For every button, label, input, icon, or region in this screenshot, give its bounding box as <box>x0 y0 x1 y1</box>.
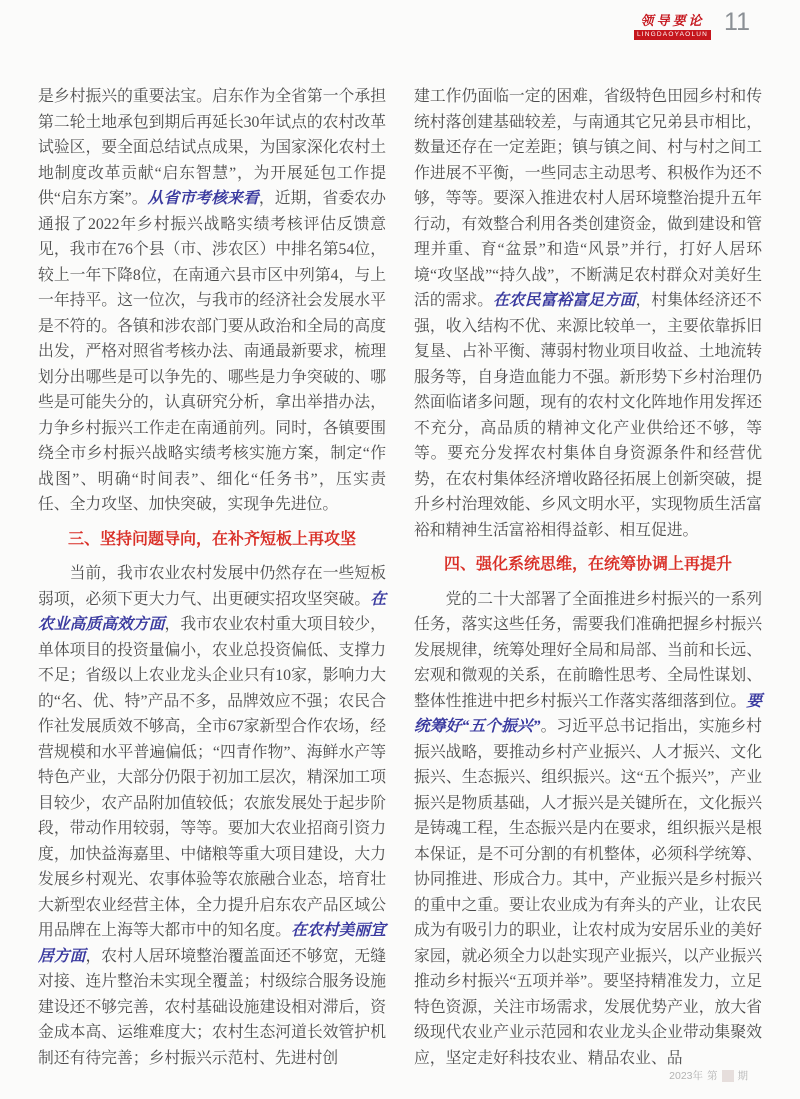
body-text: ，我市农业农村重大项目较少，单体项目的投资量偏小，农业总投资偏低、支撑力不足；省级以上农业龙头企业只有10家，影响力大的“名、优、特”产品不多，品牌效应不强；农民合作社发展质效不够高，全市67家新型合作农场，经营规模和水平普遍偏低；“四青作物”、海鲜水产等特色产业，大部分仍限于初加工层次，精深加工项目较少，农产品附加值较低；农旅发展处于起步阶段，带动作用较弱，等等。要加大农业招商引资力度，加快益海嘉里、中储粮等重大项目建设，大力发展乡村观光、农事体验等农旅融合业态，培育壮大新型农业经营主体，全力提升启东农产品区域公用品牌在上海等大都市中的知名度。 <box>38 616 386 939</box>
emphasis-text: 在农业高质高效方面 <box>38 590 386 633</box>
journal-section-title: 领导要论 <box>640 13 705 28</box>
paragraph <box>414 587 762 1072</box>
body-text: 当前，我市农业农村发展中仍然存在一些短板弱项，必须下更大力气、出更硬实招攻坚突破。 <box>38 565 386 608</box>
body-text: ，村集体经济还不强，收入结构不优、来源比较单一，主要依靠拆旧复垦、占补平衡、薄弱村物业项目收益、土地流转服务等，自身造血能力不强。新形势下乡村治理仍然面临诸多问题，现有的农村文化阵地作用发挥还不充分，高品质的精神文化产业供给还不够，等等。要充分发挥农村集体自身资源条件和经营优势，在农村集体经济增收路径拓展上创新突破，提升乡村治理效能、乡风文明水平，实现物质生活富裕和精神生活富裕相得益彰、相互促进。 <box>414 292 762 539</box>
paragraph <box>38 84 386 518</box>
paragraph <box>38 561 386 1071</box>
body-text: 是乡村振兴的重要法宝。启东作为全省第一个承担第二轮土地承包到期后再延长30年试点的农村改革试验区，要全面总结试点成果，为国家深化农村土地制度改革贡献“启东智慧”，为开展延包工作提供“启东方案”。 <box>38 88 386 207</box>
emphasis-text: 在农村美丽宜居方面 <box>38 922 386 965</box>
section-heading: 四、强化系统思维，在统筹协调上再提升 <box>443 556 732 573</box>
left-column <box>38 84 386 1071</box>
body-text: 。习近平总书记指出，实施乡村振兴战略，要推动乡村产业振兴、人才振兴、文化振兴、生态振兴、组织振兴。这“五个振兴”，产业振兴是物质基础，人才振兴是关键所在，文化振兴是铸魂工程，生态振兴是内在要求，组织振兴是根本保证，是不可分割的有机整体，必须科学统筹、协同推进、形成合力。其中，产业振兴是乡村振兴的重中之重。要让农业成为有奔头的产业，让农民成为有吸引力的职业，让农村成为安居乐业的美好家园，就必须全力以赴实现产业振兴，以产业振兴推动乡村振兴“五项并举”。要坚持精准发力，立足特色资源，关注市场需求，发展优势产业，放大省级现代农业产业示范园和农业龙头企业带动集聚效应，坚定走好科技农业、精品农业、品 <box>414 718 762 1067</box>
issue-number-box <box>722 1070 734 1082</box>
body-text: ，农村人居环境整治覆盖面还不够宽，无缝对接、连片整治未实现全覆盖；村级综合服务设施建设还不够完善，农村基础设施建设相对滞后，资金成本高、运维难度大；农村生态河道长效管护机制还有待完善；乡村振兴示范村、先进村创 <box>38 947 386 1067</box>
body-text: 建工作仍面临一定的困难，省级特色田园乡村和传统村落创建基础较差，与南通其它兄弟县市相比，数量还存在一定差距；镇与镇之间、村与村之间工作进展不平衡，一些同志主动思考、积极作为还不够，等等。要深入推进农村人居环境整治提升五年行动，有效整合利用各类创建资金，做到建设和管理并重、育“盆景”和造“风景”并行，打好人居环境“攻坚战”“持久战”，不断满足农村群众对美好生活的需求。 <box>414 88 762 309</box>
emphasis-text: 在农民富裕富足方面 <box>493 292 636 309</box>
page-footer <box>669 1068 748 1083</box>
footer-issue-suffix: 期 <box>737 1070 748 1082</box>
body-text: 党的二十大部署了全面推进乡村振兴的一系列任务，落实这些任务，需要我们准确把握乡村振兴发展规律，统筹处理好全局和局部、当前和长远、宏观和微观的关系，在前瞻性思考、全局性谋划、整体性推进中把乡村振兴工作落实落细落到位。 <box>414 590 762 710</box>
journal-brand <box>634 10 711 40</box>
footer-year: 2023年 <box>669 1070 703 1082</box>
page-number: 11 <box>724 8 750 36</box>
footer-issue-prefix: 第 <box>707 1070 718 1082</box>
right-column <box>414 84 762 1071</box>
page-header <box>634 10 750 40</box>
body-text: ，近期，省委农办通报了2022年乡村振兴战略实绩考核评估反馈意见，我市在76个县（市、涉农区）中排名第54位，较上一年下降8位，在南通六县市区中列第4，与上一年持平。这一位次，与我市的经济社会发展水平是不符的。各镇和涉农部门要从政治和全局的高度出发，严格对照省考核办法、南通最新要求，梳理划分出哪些是可以争先的、哪些是力争突破的、哪些是可能失分的，认真研究分析，拿出举措办法，力争乡村振兴工作走在南通前列。同时，各镇要围绕全市乡村振兴战略实绩考核实施方案，制定“作战图”、明确“时间表”、细化“任务书”，压实责任、全力攻坚、加快突破，实现争先进位。 <box>38 190 386 513</box>
section-heading: 三、坚持问题导向，在补齐短板上再攻坚 <box>67 530 356 548</box>
emphasis-text: 要统筹好“五个振兴” <box>414 692 762 735</box>
paragraph <box>414 84 762 543</box>
article-columns <box>38 84 762 1071</box>
journal-section-subtitle: LINGDAOYAOLUN <box>634 30 711 40</box>
emphasis-text: 从省市考核来看 <box>147 190 259 207</box>
